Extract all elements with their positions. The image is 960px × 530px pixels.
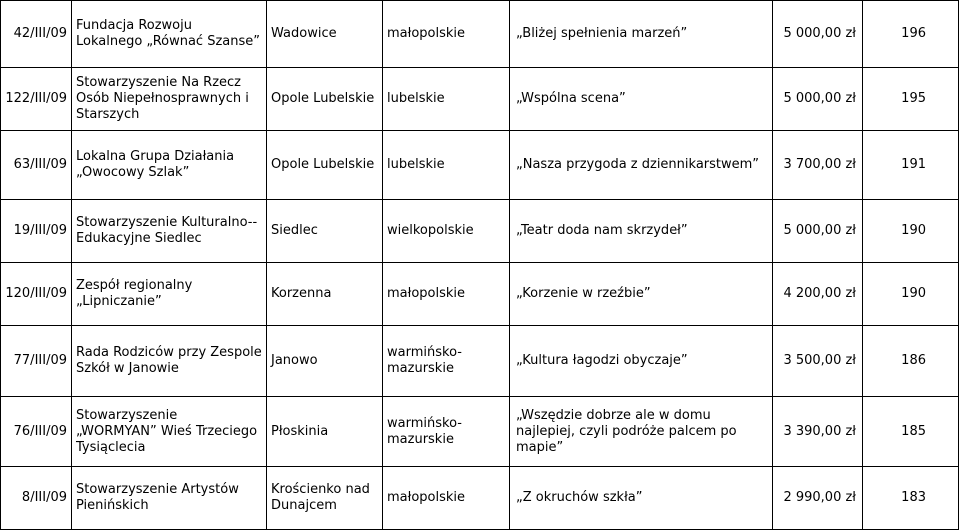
city: Opole Lubelskie (267, 131, 383, 200)
organization-name: Rada Rodziców przy Zespole Szkół w Janowie (72, 326, 267, 397)
table-row (1, 131, 959, 200)
application-id: 77/III/09 (1, 326, 72, 397)
region: lubelskie (383, 68, 510, 131)
organization-name: Stowarzyszenie „WORMYAN” Wieś Trzeciego Tysiąclecia (72, 397, 267, 467)
grant-amount: 4 200,00 zł (773, 263, 863, 326)
grant-amount: 5 000,00 zł (773, 200, 863, 263)
region: małopolskie (383, 1, 510, 68)
score: 186 (863, 326, 959, 397)
city: Krościenko nad Dunajcem (267, 467, 383, 530)
region: wielkopolskie (383, 200, 510, 263)
application-id: 120/III/09 (1, 263, 72, 326)
application-id: 19/III/09 (1, 200, 72, 263)
table-row (1, 326, 959, 397)
organization-name: Stowarzyszenie Artystów Pienińskich (72, 467, 267, 530)
table-row (1, 1, 959, 68)
grant-amount: 5 000,00 zł (773, 1, 863, 68)
table-row (1, 68, 959, 131)
region: lubelskie (383, 131, 510, 200)
project-title: „Bliżej spełnienia marzeń” (510, 1, 773, 68)
region: małopolskie (383, 263, 510, 326)
project-title: „Wspólna scena” (510, 68, 773, 131)
table-row (1, 467, 959, 530)
grant-amount: 3 700,00 zł (773, 131, 863, 200)
score: 185 (863, 397, 959, 467)
table-row (1, 200, 959, 263)
project-title: „Z okruchów szkła” (510, 467, 773, 530)
region: warmińsko-mazurskie (383, 397, 510, 467)
score: 183 (863, 467, 959, 530)
application-id: 42/III/09 (1, 1, 72, 68)
city: Korzenna (267, 263, 383, 326)
application-id: 122/III/09 (1, 68, 72, 131)
project-title: „Wszędzie dobrze ale w domu najlepiej, czyli podróże palcem po mapie” (510, 397, 773, 467)
organization-name: Fundacja Rozwoju Lokalnego „Równać Szanse” (72, 1, 267, 68)
organization-name: Stowarzyszenie Kulturalno--Edukacyjne Siedlec (72, 200, 267, 263)
grant-amount: 2 990,00 zł (773, 467, 863, 530)
score: 195 (863, 68, 959, 131)
organization-name: Lokalna Grupa Działania „Owocowy Szlak” (72, 131, 267, 200)
city: Wadowice (267, 1, 383, 68)
grant-amount: 3 390,00 zł (773, 397, 863, 467)
organization-name: Stowarzyszenie Na Rzecz Osób Niepełnosprawnych i Starszych (72, 68, 267, 131)
project-title: „Nasza przygoda z dziennikarstwem” (510, 131, 773, 200)
city: Opole Lubelskie (267, 68, 383, 131)
application-id: 63/III/09 (1, 131, 72, 200)
organization-name: Zespół regionalny „Lipniczanie” (72, 263, 267, 326)
region: warmińsko-mazurskie (383, 326, 510, 397)
city: Siedlec (267, 200, 383, 263)
table-row (1, 397, 959, 467)
project-title: „Teatr doda nam skrzydeł” (510, 200, 773, 263)
score: 191 (863, 131, 959, 200)
table-row (1, 263, 959, 326)
grant-amount: 5 000,00 zł (773, 68, 863, 131)
application-id: 8/III/09 (1, 467, 72, 530)
application-id: 76/III/09 (1, 397, 72, 467)
grant-amount: 3 500,00 zł (773, 326, 863, 397)
score: 190 (863, 200, 959, 263)
city: Janowo (267, 326, 383, 397)
project-title: „Korzenie w rzeźbie” (510, 263, 773, 326)
project-title: „Kultura łagodzi obyczaje” (510, 326, 773, 397)
region: małopolskie (383, 467, 510, 530)
city: Płoskinia (267, 397, 383, 467)
score: 196 (863, 1, 959, 68)
score: 190 (863, 263, 959, 326)
